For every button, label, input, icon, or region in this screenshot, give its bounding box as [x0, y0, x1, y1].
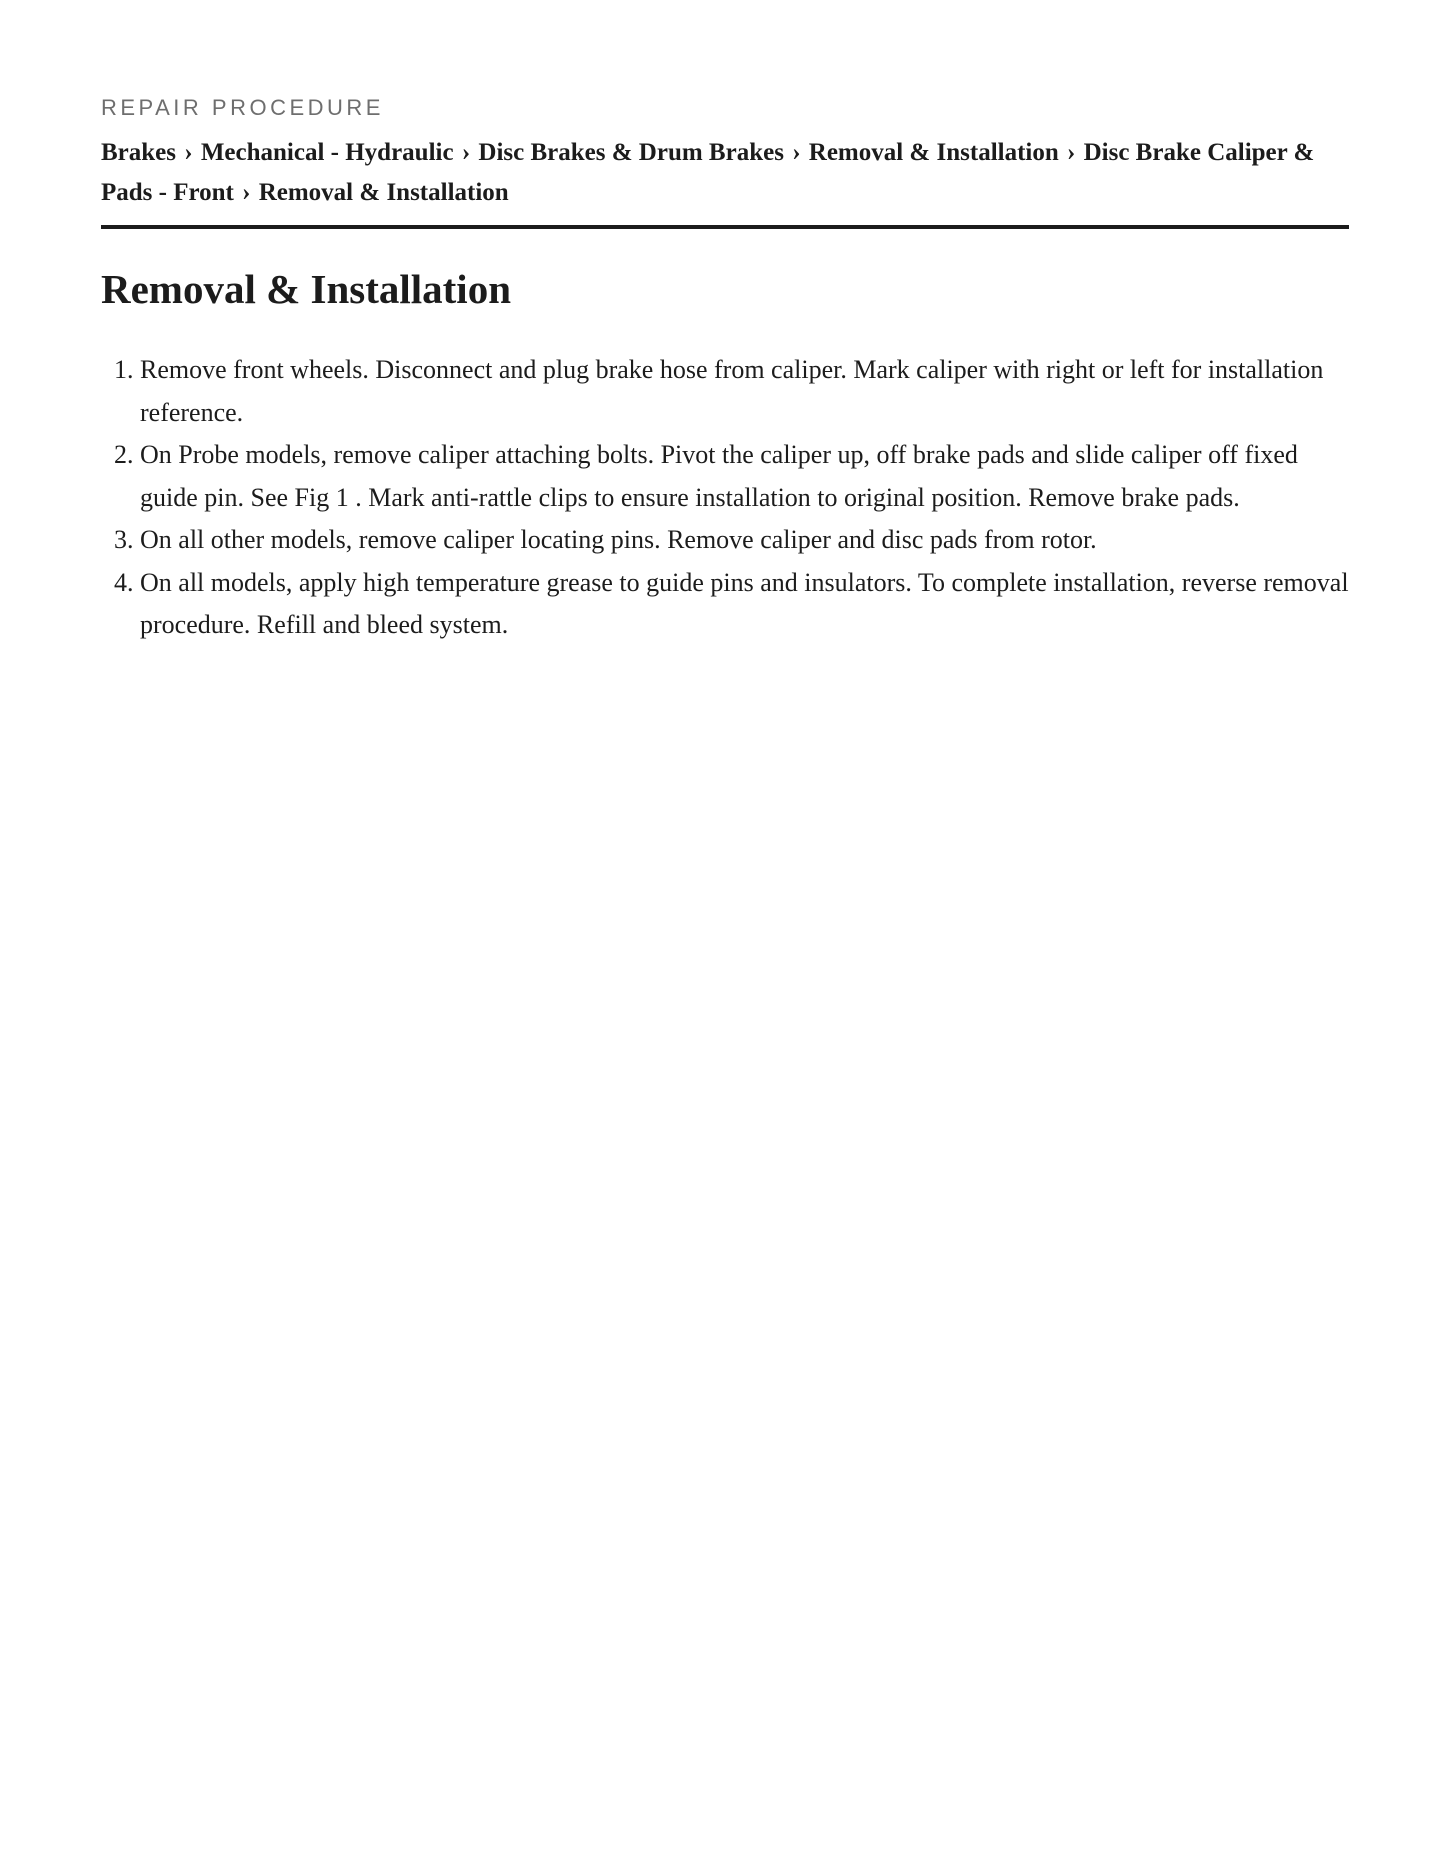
- breadcrumb-separator: ›: [242, 179, 251, 206]
- section-kicker: REPAIR PROCEDURE: [101, 95, 384, 120]
- step-item: 4. On all models, apply high temperature grease to guide pins and insulators. To complete installation, reverse removal procedure. Refill and bleed system.: [140, 562, 1349, 647]
- breadcrumb-separator: ›: [184, 139, 193, 166]
- step-item: 1. Remove front wheels. Disconnect and plug brake hose from caliper. Mark caliper with right or left for installation reference.: [140, 349, 1349, 434]
- document-page: [101, 95, 1349, 647]
- breadcrumb-separator: ›: [1067, 139, 1076, 166]
- breadcrumb: [101, 133, 1349, 229]
- breadcrumb-item[interactable]: Mechanical - Hydraulic: [200, 139, 454, 166]
- step-item: 2. On Probe models, remove caliper attaching bolts. Pivot the caliper up, off brake pads and slide caliper off fixed guide pin. See Fig 1 . Mark anti-rattle clips to ensure installation to original position. Remove brake pads.: [140, 434, 1349, 519]
- breadcrumb-item[interactable]: Disc Brake Caliper & Pads - Front: [101, 139, 1315, 206]
- breadcrumb-item[interactable]: Disc Brakes & Drum Brakes: [478, 139, 784, 166]
- page-title: Removal & Installation: [101, 266, 511, 312]
- breadcrumb-item[interactable]: Brakes: [101, 139, 176, 166]
- step-item: 3. On all other models, remove caliper locating pins. Remove caliper and disc pads from rotor.: [140, 519, 1349, 562]
- breadcrumb-item-current: Removal & Installation: [258, 179, 509, 206]
- breadcrumb-separator: ›: [461, 139, 471, 166]
- breadcrumb-separator: ›: [792, 139, 801, 166]
- procedure-steps: [101, 349, 1349, 647]
- breadcrumb-item[interactable]: Removal & Installation: [808, 139, 1059, 166]
